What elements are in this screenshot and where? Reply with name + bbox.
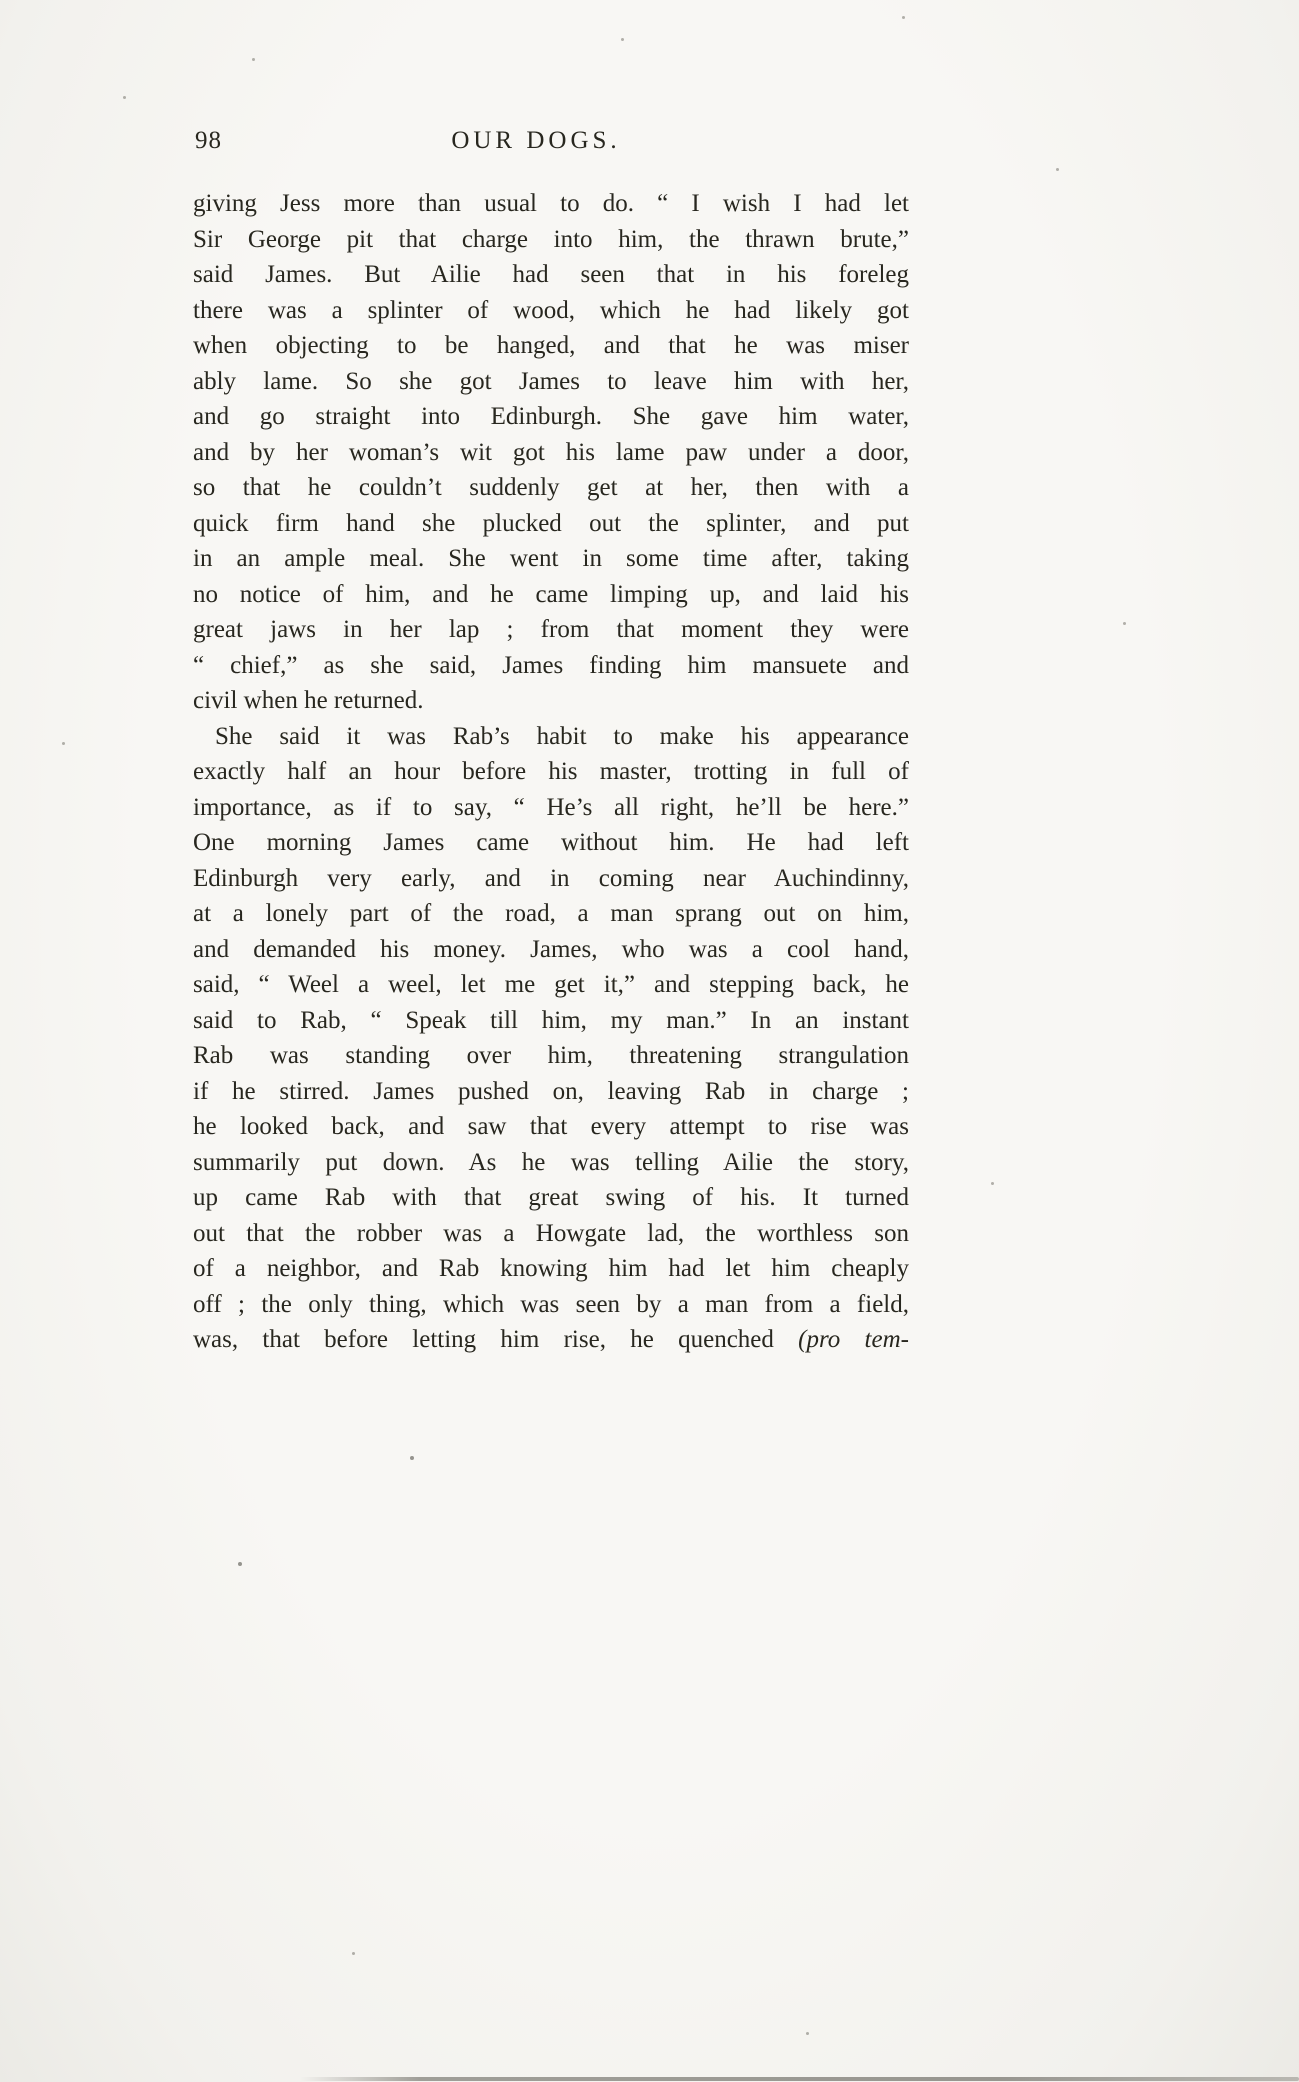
text-line: said to Rab, “ Speak till him, my man.” In an instant (193, 1006, 909, 1034)
text-line: if he stirred. James pushed on, leaving Rab in charge ; (193, 1077, 909, 1105)
text-line: quick firm hand she plucked out the splinter, and put (193, 509, 909, 537)
scan-speck (352, 1952, 355, 1955)
text-line-italic: (pro tem- (798, 1326, 909, 1353)
scan-speck (621, 38, 624, 41)
scan-speck (123, 96, 126, 99)
text-line: said, “ Weel a weel, let me get it,” and stepping back, he (193, 971, 909, 998)
text-line-regular: was, that before letting him rise, he quenched (193, 1326, 799, 1353)
page-number: 98 (195, 127, 222, 154)
text-line: summarily put down. As he was telling Ailie the story, (193, 1148, 909, 1176)
text-line: and go straight into Edinburgh. She gave him water, (193, 403, 909, 430)
paragraph-2 (193, 719, 909, 1358)
text-line: when objecting to be hanged, and that he was miser (193, 332, 909, 359)
text-line: no notice of him, and he came limping up, and laid his (193, 580, 909, 608)
scan-speck (806, 2032, 809, 2035)
scan-speck (410, 1456, 414, 1460)
text-line: ably lame. So she got James to leave him with her, (193, 367, 909, 395)
text-line: of a neighbor, and Rab knowing him had let him cheaply (193, 1255, 909, 1282)
scan-speck (62, 742, 65, 745)
scan-speck (991, 1182, 994, 1185)
text-line: civil when he returned. (193, 687, 424, 714)
text-line: great jaws in her lap ; from that moment they were (193, 616, 909, 643)
text-line: One morning James came without him. He had left (193, 829, 909, 856)
scan-speck (238, 1562, 242, 1566)
scan-speck (902, 16, 905, 19)
page-header (193, 127, 909, 161)
text-line: and demanded his money. James, who was a cool hand, (193, 935, 909, 963)
text-block (193, 186, 909, 1358)
text-line: said James. But Ailie had seen that in his foreleg (193, 261, 909, 288)
text-line (193, 1322, 909, 1358)
text-line: Sir George pit that charge into him, the thrawn brute,” (193, 225, 909, 253)
text-line: exactly half an hour before his master, trotting in full of (193, 758, 909, 785)
text-line: up came Rab with that great swing of his. It turned (193, 1184, 909, 1211)
scan-speck (1123, 622, 1126, 625)
text-line: “ chief,” as she said, James finding him mansuete and (193, 651, 909, 679)
text-line: so that he couldn’t suddenly get at her, then with a (193, 474, 909, 501)
scan-bottom-edge (300, 2077, 1299, 2081)
paragraph-1 (193, 186, 909, 719)
text-line: in an ample meal. She went in some time after, taking (193, 545, 909, 572)
text-line: importance, as if to say, “ He’s all right, he’ll be here.” (193, 793, 909, 821)
text-line: and by her woman’s wit got his lame paw under a door, (193, 438, 909, 466)
scan-speck (1056, 168, 1059, 171)
text-line: Edinburgh very early, and in coming near Auchindinny, (193, 864, 909, 892)
scan-speck (252, 58, 255, 61)
text-line: Rab was standing over him, threatening strangulation (193, 1042, 909, 1069)
text-line: off ; the only thing, which was seen by a man from a field, (193, 1290, 909, 1318)
text-line: there was a splinter of wood, which he had likely got (193, 296, 909, 324)
text-line: at a lonely part of the road, a man sprang out on him, (193, 900, 909, 927)
text-line: out that the robber was a Howgate lad, the worthless son (193, 1219, 909, 1247)
text-line: She said it was Rab’s habit to make his appearance (215, 722, 909, 750)
text-line: giving Jess more than usual to do. “ I wish I had let (193, 190, 909, 217)
running-title: OUR DOGS. (451, 127, 621, 154)
text-line: he looked back, and saw that every attempt to rise was (193, 1113, 909, 1140)
